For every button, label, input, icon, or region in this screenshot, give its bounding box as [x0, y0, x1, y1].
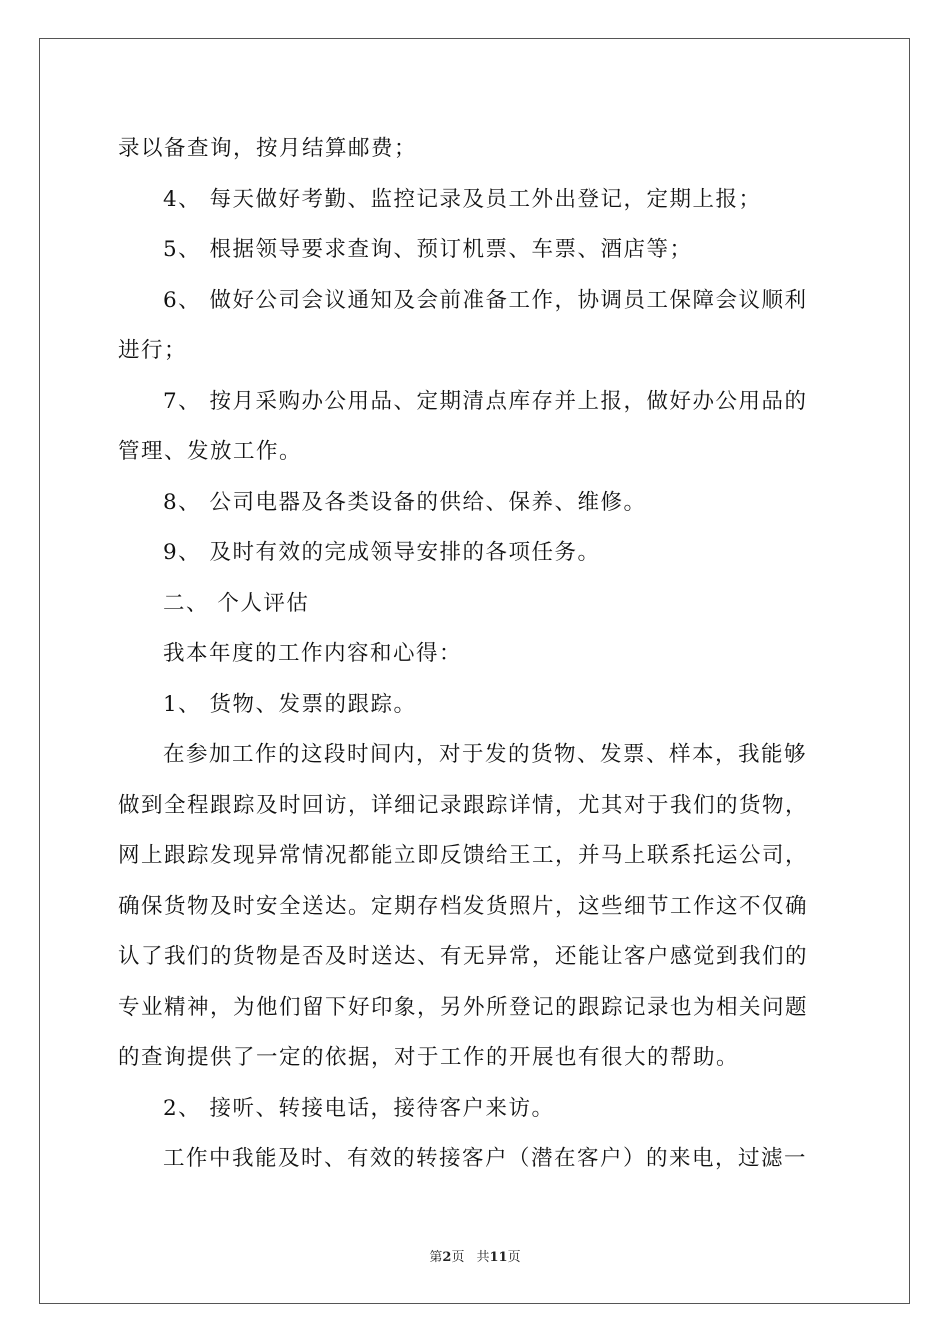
- section-heading: 二、 个人评估: [163, 590, 310, 616]
- text-line-1: 录以备查询，按月结算邮费；: [118, 136, 418, 161]
- text-line-4: 6、 做好公司会议通知及会前准备工作，协调员工保障会议顺利: [163, 287, 808, 313]
- text-line-7: 管理、发放工作。: [118, 439, 303, 464]
- text-line-21: 工作中我能及时、有效的转接客户（潜在客户）的来电，过滤一: [163, 1146, 808, 1171]
- text-line-16: 确保货物及时安全送达。定期存档发货照片，这些细节工作这不仅确: [118, 893, 809, 919]
- text-line-8: 8、 公司电器及各类设备的供给、保养、维修。: [163, 489, 647, 515]
- document-body: [118, 124, 838, 1185]
- page-footer: [0, 1246, 950, 1265]
- text-line-19: 的查询提供了一定的依据，对于工作的开展也有很大的帮助。: [118, 1045, 740, 1070]
- text-line-2: 4、 每天做好考勤、监控记录及员工外出登记，定期上报；: [163, 186, 762, 212]
- text-line-17: 认了我们的货物是否及时送达、有无异常，还能让客户感觉到我们的: [118, 944, 809, 969]
- text-line-11: 我本年度的工作内容和心得：: [163, 641, 463, 666]
- total-pages: 11: [489, 1250, 508, 1265]
- text-line-3: 5、 根据领导要求查询、预订机票、车票、酒店等；: [163, 237, 693, 262]
- page-prefix: 第: [429, 1250, 443, 1265]
- text-line-12: 1、 货物、发票的跟踪。: [163, 691, 417, 717]
- text-line-14: 做到全程跟踪及时回访，详细记录跟踪详情，尤其对于我们的货物，: [118, 792, 809, 818]
- page-suffix: 页: [451, 1250, 465, 1265]
- text-line-13: 在参加工作的这段时间内，对于发的货物、发票、样本，我能够: [163, 742, 808, 767]
- total-suffix: 页: [507, 1250, 521, 1265]
- text-line-6: 7、 按月采购办公用品、定期清点库存并上报，做好办公用品的: [163, 388, 808, 414]
- text-line-20: 2、 接听、转接电话，接待客户来访。: [163, 1095, 555, 1121]
- page-number: 2: [442, 1250, 452, 1265]
- text-line-9: 9、 及时有效的完成领导安排的各项任务。: [163, 540, 601, 565]
- text-line-18: 专业精神，为他们留下好印象，另外所登记的跟踪记录也为相关问题: [118, 994, 809, 1020]
- text-line-15: 网上跟踪发现异常情况都能立即反馈给王工，并马上联系托运公司，: [118, 843, 809, 868]
- total-prefix: 共: [476, 1250, 490, 1265]
- text-line-5: 进行；: [118, 338, 188, 363]
